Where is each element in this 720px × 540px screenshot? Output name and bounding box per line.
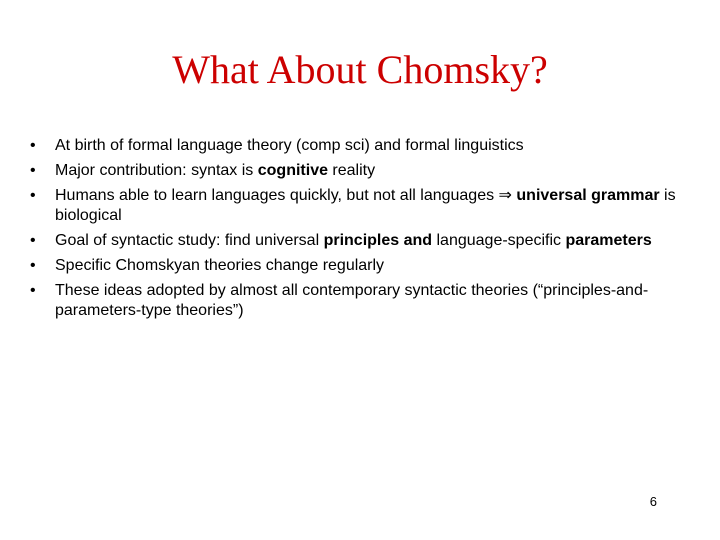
bullet-item xyxy=(30,136,690,157)
bullet-marker: • xyxy=(30,232,36,250)
bullet-emphasis: principles and xyxy=(323,232,433,250)
bullet-text xyxy=(55,232,652,249)
bullet-text-segment: language-specific xyxy=(432,232,566,250)
bullet-text xyxy=(55,162,375,179)
bullet-text-segment: At birth of formal language theory (comp sci) and formal linguistics xyxy=(55,137,524,154)
bullet-text-segment: ⇒ xyxy=(498,186,512,204)
bullet-text xyxy=(55,137,524,154)
page-number: 6 xyxy=(649,494,657,509)
bullet-text-segment: These ideas adopted by almost all contemporary syntactic theories (“principles-and-parameters-type theories”) xyxy=(55,281,649,320)
bullet-list xyxy=(30,136,690,326)
bullet-emphasis: universal grammar xyxy=(516,186,660,204)
bullet-text-segment: Goal of syntactic study: find universal xyxy=(55,232,324,250)
slide-title: What About Chomsky? xyxy=(172,47,548,92)
bullet-text-segment: reality xyxy=(327,161,376,179)
bullet-text-segment: Specific Chomskyan theories change regularly xyxy=(55,257,385,275)
bullet-marker: • xyxy=(30,137,36,154)
bullet-text-segment: Major contribution: syntax is xyxy=(55,161,258,179)
bullet-marker: • xyxy=(30,161,36,179)
bullet-emphasis: parameters xyxy=(565,232,652,250)
bullet-item xyxy=(30,186,690,227)
bullet-text-segment: is biological xyxy=(55,186,676,225)
bullet-text xyxy=(55,257,384,274)
bullet-text xyxy=(55,282,648,320)
bullet-marker: • xyxy=(30,186,36,204)
bullet-item xyxy=(30,256,690,277)
bullet-text-segment: Humans able to learn languages quickly, but not all languages xyxy=(55,186,499,204)
bullet-emphasis: cognitive xyxy=(257,161,328,179)
bullet-item xyxy=(30,231,690,252)
bullet-item xyxy=(30,161,690,182)
bullet-marker: • xyxy=(30,281,36,299)
bullet-item xyxy=(30,281,690,322)
bullet-text xyxy=(55,187,676,225)
bullet-marker: • xyxy=(30,257,36,275)
